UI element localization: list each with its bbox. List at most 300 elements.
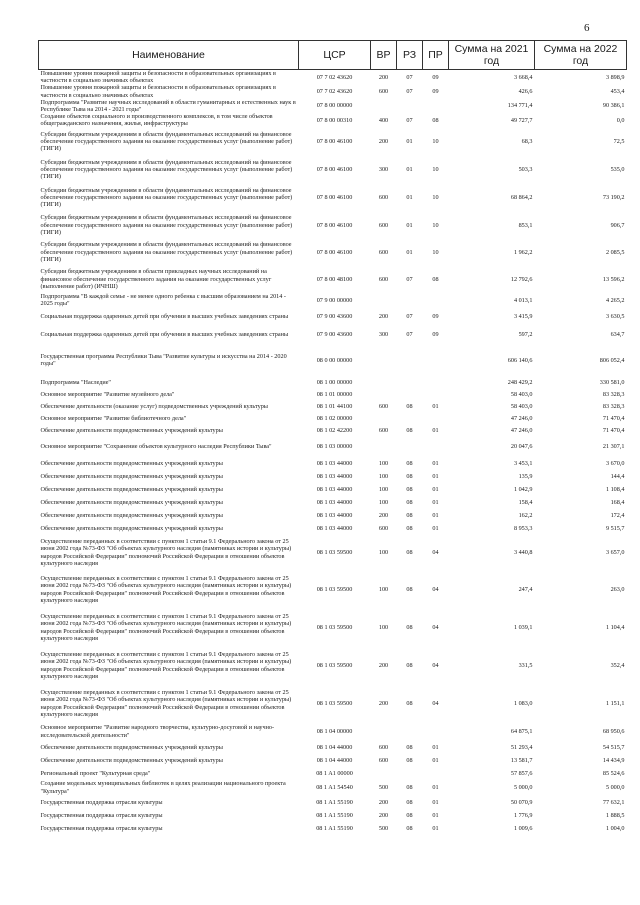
row-code: 07 8 00 00000	[316, 102, 353, 110]
row-rz: 07	[406, 73, 413, 81]
row-code: 07 8 00 46100	[316, 194, 353, 202]
row-name: Обеспечение деятельности подведомственных учреждений культуры	[40, 427, 223, 435]
table-row	[39, 483, 627, 496]
header-rz: РЗ	[397, 41, 423, 70]
row-pr	[423, 99, 449, 113]
row-rz: 08	[406, 784, 413, 792]
row-code: 07 7 02 43620	[316, 88, 353, 95]
table-row	[39, 425, 627, 437]
row-sum-2021: 1 042,9	[513, 485, 533, 493]
table-row	[39, 647, 627, 685]
row-name: Осуществление переданных в соответствии с пунктом 1 статьи 9.1 Федерального закона от 25 июня 2002 года №73-ФЗ "Об объектах культурного наследия (памятниках истории и культуры) народов Российской Федерации" полномочий Российской Федерации в отношении объектов культурного наследия	[40, 538, 292, 567]
row-vr: 100	[378, 459, 389, 467]
row-sum-2021: 1 083,0	[513, 700, 533, 708]
row-rz: 08	[406, 472, 413, 480]
row-rz: 08	[406, 811, 413, 819]
row-pr: 01	[432, 403, 439, 411]
row-vr: 200	[378, 511, 389, 519]
row-vr: 100	[378, 624, 389, 632]
row-sum-2022: 2 085,5	[605, 248, 625, 256]
row-name: Подпрограмма "Развитие научных исследований в области гуманитарных и естественных наук в Республике Тыва на 2014 - 2021 годы"	[40, 98, 296, 114]
table-row	[39, 809, 627, 822]
row-name: Подпрограмма "В каждой семье - не менее одного ребенка с высшим образованием на 2014 - 2025 годы"	[40, 292, 286, 308]
table-row	[39, 389, 627, 401]
row-sum-2022: 263,0	[610, 586, 625, 594]
row-code: 08 0 00 00000	[316, 356, 353, 364]
row-name: Обеспечение деятельности подведомственных учреждений культуры	[40, 756, 223, 764]
row-vr: 600	[378, 403, 389, 411]
row-sum-2021: 1 039,1	[513, 624, 533, 632]
row-name: Социальная поддержка одаренных детей при обучении в высших учебных заведениях страны	[40, 313, 289, 321]
row-vr: 200	[378, 73, 389, 81]
row-pr: 01	[432, 784, 439, 792]
row-rz: 07	[406, 313, 413, 321]
row-sum-2021: 158,4	[518, 498, 533, 506]
row-code: 08 1 03 44000	[316, 485, 353, 493]
row-sum-2022: 144,4	[610, 472, 625, 480]
row-code: 08 1 A1 55190	[316, 811, 353, 819]
row-name: Обеспечение деятельности подведомственных учреждений культуры	[40, 485, 223, 493]
row-sum-2021: 426,6	[518, 88, 533, 95]
table-row	[39, 571, 627, 609]
row-sum-2022: 906,7	[610, 221, 625, 229]
row-sum-2021: 1 776,9	[513, 811, 533, 819]
row-pr: 01	[432, 756, 439, 764]
row-rz: 08	[406, 798, 413, 806]
row-sum-2021: 57 857,6	[510, 769, 533, 777]
row-rz: 08	[406, 427, 413, 435]
row-rz: 01	[406, 221, 413, 229]
row-sum-2021: 853,1	[518, 221, 533, 229]
row-code: 08 1 03 44000	[316, 511, 353, 519]
row-sum-2022: 634,7	[610, 331, 625, 339]
page-number: 6	[584, 22, 590, 34]
row-sum-2021: 135,9	[518, 472, 533, 480]
row-vr: 200	[378, 662, 389, 670]
row-sum-2022: 806 052,4	[599, 356, 625, 364]
row-code: 08 1 03 44000	[316, 459, 353, 467]
row-sum-2022: 71 470,4	[602, 415, 625, 423]
row-sum-2021: 331,5	[518, 662, 533, 670]
header-pr: ПР	[423, 41, 449, 70]
row-code: 08 1 03 44000	[316, 498, 353, 506]
row-rz: 07	[406, 275, 413, 283]
row-pr: 01	[432, 811, 439, 819]
row-rz: 08	[406, 485, 413, 493]
row-name: Основное мероприятие "Развитие библиотечного дела"	[40, 415, 187, 423]
row-pr: 10	[432, 138, 439, 146]
row-vr: 100	[378, 472, 389, 480]
row-sum-2021: 58 403,0	[510, 391, 533, 399]
row-vr	[371, 723, 397, 741]
row-sum-2022: 13 596,2	[602, 275, 625, 283]
row-name: Обеспечение деятельности подведомственных учреждений культуры	[40, 524, 223, 532]
row-code: 08 1 03 44000	[316, 472, 353, 480]
row-rz: 07	[406, 331, 413, 339]
table-row	[39, 308, 627, 326]
row-code: 08 1 03 59500	[316, 549, 353, 557]
table-row	[39, 266, 627, 293]
row-pr	[423, 389, 449, 401]
row-code: 08 1 03 59500	[316, 586, 353, 594]
row-sum-2022: 54 515,7	[602, 743, 625, 751]
header-year-2022: Сумма на 2022 год	[535, 41, 627, 70]
row-rz: 08	[406, 662, 413, 670]
row-pr: 10	[432, 221, 439, 229]
row-name: Субсидии бюджетным учреждениям в области фундаментальных исследований на финансовое обеспечение государственного задания на оказание государственных услуг (выполнение работ) (ТИГИ)	[40, 214, 293, 236]
table-row	[39, 535, 627, 571]
row-sum-2022: 1 108,4	[605, 485, 625, 493]
row-sum-2022: 330 581,0	[599, 379, 625, 387]
row-name: Осуществление переданных в соответствии с пунктом 1 статьи 9.1 Федерального закона от 25 июня 2002 года №73-ФЗ "Об объектах культурного наследия (памятниках истории и культуры) народов Российской Федерации" полномочий Российской Федерации в отношении объектов культурного наследия	[40, 575, 292, 604]
row-name: Осуществление переданных в соответствии с пунктом 1 статьи 9.1 Федерального закона от 25 июня 2002 года №73-ФЗ "Об объектах культурного наследия (памятниках истории и культуры) народов Российской Федерации" полномочий Российской Федерации в отношении объектов культурного наследия	[40, 651, 292, 680]
row-name: Обеспечение деятельности (оказание услуг) подведомственных учреждений культуры	[40, 403, 268, 411]
row-name: Основное мероприятие "Развитие народного творчества, культурно-досуговой и научно-исследовательской деятельности"	[40, 724, 275, 739]
row-rz	[397, 293, 423, 308]
row-pr	[423, 413, 449, 425]
row-rz: 08	[406, 524, 413, 532]
row-vr	[371, 437, 397, 457]
row-code: 08 1 03 59500	[316, 700, 353, 708]
row-sum-2022: 72,5	[613, 138, 625, 146]
row-sum-2022: 352,4	[610, 662, 625, 670]
header-vr: ВР	[371, 41, 397, 70]
row-sum-2022: 1 004,0	[605, 824, 625, 832]
row-vr: 200	[378, 700, 389, 708]
row-code: 07 9 00 43600	[316, 331, 353, 339]
table-row	[39, 685, 627, 723]
row-name: Осуществление переданных в соответствии с пунктом 1 статьи 9.1 Федерального закона от 25 июня 2002 года №73-ФЗ "Об объектах культурного наследия (памятниках истории и культуры) народов Российской Федерации" полномочий Российской Федерации в отношении объектов культурного наследия	[40, 689, 292, 718]
row-pr: 09	[432, 88, 439, 95]
table-row	[39, 401, 627, 413]
row-rz: 08	[406, 498, 413, 506]
row-sum-2021: 47 246,0	[510, 415, 533, 423]
table-row	[39, 113, 627, 127]
row-code: 08 1 03 59500	[316, 624, 353, 632]
table-row	[39, 496, 627, 509]
row-pr	[423, 767, 449, 780]
row-sum-2021: 51 293,4	[510, 743, 533, 751]
row-name: Региональный проект "Культурная среда"	[40, 769, 151, 777]
table-row	[39, 780, 627, 796]
row-code: 07 8 00 46100	[316, 221, 353, 229]
row-rz	[397, 767, 423, 780]
row-sum-2022: 21 307,1	[602, 443, 625, 451]
row-code: 08 1 A1 00000	[316, 769, 353, 777]
row-name: Субсидии бюджетным учреждениям в области фундаментальных исследований на финансовое обеспечение государственного задания на оказание государственных услуг (выполнение работ) (ТИГИ)	[40, 158, 293, 181]
row-vr: 600	[378, 524, 389, 532]
row-vr: 600	[378, 194, 389, 202]
row-name: Обеспечение деятельности подведомственных учреждений культуры	[40, 743, 223, 751]
row-code: 08 1 04 44000	[316, 743, 353, 751]
row-sum-2022: 0,0	[616, 116, 625, 124]
row-sum-2022: 453,4	[610, 88, 625, 95]
table-row	[39, 470, 627, 483]
row-name: Создание объектов социального и производственного комплексов, в том числе объектов общегражданского назначения, жилья, инфраструктуры	[40, 113, 273, 128]
table-row	[39, 156, 627, 184]
row-vr	[371, 377, 397, 389]
row-name: Повышение уровня пожарной защиты и безопасности в образовательных организациях в частности в социально значимых объектах	[40, 70, 276, 85]
row-vr: 200	[378, 811, 389, 819]
table-row	[39, 822, 627, 835]
row-rz: 08	[406, 403, 413, 411]
row-sum-2021: 64 875,1	[510, 728, 533, 736]
row-code: 07 7 02 43620	[316, 73, 353, 81]
row-name: Обеспечение деятельности подведомственных учреждений культуры	[40, 472, 223, 480]
row-sum-2022: 168,4	[610, 498, 625, 506]
row-name: Субсидии бюджетным учреждениям в области фундаментальных исследований на финансовое обеспечение государственного задания на оказание государственных услуг (выполнение работ) (ТИГИ)	[40, 241, 293, 263]
row-vr: 500	[378, 784, 389, 792]
table-row	[39, 184, 627, 212]
row-sum-2021: 13 581,7	[510, 756, 533, 764]
table-row	[39, 293, 627, 308]
row-rz: 08	[406, 511, 413, 519]
row-sum-2021: 47 246,0	[510, 427, 533, 435]
row-vr: 100	[378, 498, 389, 506]
row-sum-2022: 3 898,9	[605, 73, 625, 81]
header-code: ЦСР	[299, 41, 371, 70]
row-sum-2021: 162,2	[518, 511, 533, 519]
row-sum-2021: 597,2	[518, 331, 533, 339]
row-pr: 04	[432, 624, 439, 632]
row-vr: 600	[378, 756, 389, 764]
budget-table	[38, 40, 627, 835]
row-sum-2022: 4 265,2	[605, 296, 625, 304]
row-vr: 100	[378, 549, 389, 557]
row-sum-2022: 68 950,6	[602, 728, 625, 736]
row-code: 08 1 00 00000	[316, 379, 353, 387]
row-pr: 04	[432, 549, 439, 557]
row-sum-2021: 8 953,3	[513, 524, 533, 532]
row-rz: 08	[406, 824, 413, 832]
table-row	[39, 239, 627, 266]
row-rz: 01	[406, 138, 413, 146]
row-sum-2022: 83 328,3	[602, 391, 625, 399]
row-pr: 01	[432, 485, 439, 493]
row-vr: 600	[378, 248, 389, 256]
table-row	[39, 437, 627, 457]
table-row	[39, 70, 627, 85]
row-pr	[423, 437, 449, 457]
row-vr: 300	[378, 166, 389, 174]
row-code: 07 9 00 43600	[316, 313, 353, 321]
row-rz: 08	[406, 624, 413, 632]
row-code: 08 1 A1 55190	[316, 798, 353, 806]
row-pr: 01	[432, 798, 439, 806]
row-sum-2022: 5 000,0	[605, 784, 625, 792]
row-vr: 100	[378, 586, 389, 594]
row-rz	[397, 723, 423, 741]
row-pr: 08	[432, 116, 439, 124]
header-year-2021: Сумма на 2021 год	[449, 41, 535, 70]
row-name: Субсидии бюджетным учреждениям в области прикладных научных исследований на финансовое обеспечение государственного задания на оказание государственных услуг (выполнение работ) (ИЧНШ)	[40, 268, 272, 290]
row-vr: 200	[378, 138, 389, 146]
row-rz: 01	[406, 194, 413, 202]
row-pr: 01	[432, 472, 439, 480]
row-code: 07 8 00 00310	[316, 116, 353, 124]
row-rz	[397, 377, 423, 389]
row-vr	[371, 413, 397, 425]
row-name: Осуществление переданных в соответствии с пунктом 1 статьи 9.1 Федерального закона от 25 июня 2002 года №73-ФЗ "Об объектах культурного наследия (памятниках истории и культуры) народов Российской Федерации" полномочий Российской Федерации в отношении объектов культурного наследия	[40, 613, 292, 642]
table-row	[39, 326, 627, 344]
table-row	[39, 509, 627, 522]
row-pr: 09	[432, 73, 439, 81]
row-code: 08 1 04 44000	[316, 756, 353, 764]
row-rz: 08	[406, 586, 413, 594]
header-name: Наименование	[39, 41, 299, 70]
row-pr: 04	[432, 586, 439, 594]
row-sum-2022: 83 328,3	[602, 403, 625, 411]
row-sum-2021: 5 000,0	[513, 784, 533, 792]
row-sum-2022: 3 657,0	[605, 549, 625, 557]
row-name: Государственная программа Республики Тыва "Развитие культуры и искусства на 2014 - 2020 годы"	[40, 352, 287, 368]
row-rz	[397, 99, 423, 113]
table-row	[39, 609, 627, 647]
row-sum-2022: 14 434,9	[602, 756, 625, 764]
row-rz: 08	[406, 756, 413, 764]
row-sum-2021: 1 009,6	[513, 824, 533, 832]
row-vr	[371, 344, 397, 377]
row-sum-2022: 77 632,1	[602, 798, 625, 806]
row-rz: 08	[406, 700, 413, 708]
row-pr: 01	[432, 824, 439, 832]
row-sum-2021: 3 668,4	[513, 73, 533, 81]
row-sum-2021: 4 013,1	[513, 296, 533, 304]
row-code: 08 1 A1 54540	[316, 784, 353, 792]
row-vr	[371, 99, 397, 113]
row-sum-2021: 50 070,9	[510, 798, 533, 806]
row-vr: 400	[378, 116, 389, 124]
table-row	[39, 377, 627, 389]
row-code: 08 1 03 44000	[316, 524, 353, 532]
row-name: Создание модельных муниципальных библиотек в целях реализации национального проекта "Культура"	[40, 780, 286, 795]
row-name: Основное мероприятие "Сохранение объектов культурного наследия Республики Тыва"	[40, 443, 272, 451]
table-row	[39, 723, 627, 741]
table-row	[39, 767, 627, 780]
table-row	[39, 413, 627, 425]
row-pr: 01	[432, 743, 439, 751]
row-vr: 500	[378, 824, 389, 832]
row-pr: 01	[432, 511, 439, 519]
row-sum-2021: 12 792,6	[510, 275, 533, 283]
row-rz: 01	[406, 166, 413, 174]
row-rz: 01	[406, 248, 413, 256]
row-vr	[371, 767, 397, 780]
table-row	[39, 84, 627, 98]
row-sum-2022: 172,4	[610, 511, 625, 519]
row-pr: 04	[432, 662, 439, 670]
row-pr: 10	[432, 248, 439, 256]
row-code: 08 1 03 59500	[316, 662, 353, 670]
row-sum-2022: 535,0	[610, 166, 625, 174]
row-name: Государственная поддержка отрасли культуры	[40, 824, 163, 832]
row-sum-2021: 503,3	[518, 166, 533, 174]
row-code: 08 1 01 00000	[316, 391, 353, 399]
row-rz: 08	[406, 459, 413, 467]
row-sum-2021: 49 727,7	[510, 116, 533, 124]
row-sum-2021: 68 864,2	[510, 194, 533, 202]
row-sum-2022: 90 386,1	[602, 102, 625, 110]
row-vr: 600	[378, 275, 389, 283]
row-name: Субсидии бюджетным учреждениям в области фундаментальных исследований на финансовое обеспечение государственного задания на оказание государственных услуг (выполнение работ) (ТИГИ)	[40, 130, 293, 153]
row-vr: 600	[378, 743, 389, 751]
row-name: Государственная поддержка отрасли культуры	[40, 811, 163, 819]
row-pr	[423, 344, 449, 377]
table-row	[39, 522, 627, 535]
table-row	[39, 344, 627, 377]
table-row	[39, 741, 627, 754]
row-sum-2021: 247,4	[518, 586, 533, 594]
row-sum-2021: 3 415,9	[513, 313, 533, 321]
row-vr: 200	[378, 313, 389, 321]
row-rz	[397, 344, 423, 377]
row-sum-2022: 3 630,5	[605, 313, 625, 321]
table-row	[39, 128, 627, 156]
row-vr: 100	[378, 485, 389, 493]
row-code: 07 8 00 46100	[316, 138, 353, 146]
row-vr: 600	[378, 427, 389, 435]
row-code: 08 1 01 44100	[316, 403, 353, 411]
table-row	[39, 99, 627, 113]
row-sum-2021: 20 047,6	[510, 443, 533, 451]
row-name: Обеспечение деятельности подведомственных учреждений культуры	[40, 459, 223, 467]
row-sum-2021: 1 962,2	[513, 248, 533, 256]
table-row	[39, 457, 627, 470]
table-row	[39, 754, 627, 767]
row-rz: 07	[406, 88, 413, 95]
row-code: 07 9 00 00000	[316, 296, 353, 304]
row-sum-2022: 1 151,1	[605, 700, 625, 708]
row-sum-2022: 1 104,4	[605, 624, 625, 632]
row-code: 08 1 A1 55190	[316, 824, 353, 832]
table-header-row	[39, 41, 627, 70]
row-name: Основное мероприятие "Развитие музейного дела"	[40, 391, 175, 399]
row-vr	[371, 389, 397, 401]
row-rz: 08	[406, 549, 413, 557]
row-sum-2021: 134 771,4	[507, 102, 533, 110]
row-pr: 09	[432, 331, 439, 339]
row-pr	[423, 293, 449, 308]
row-code: 08 1 02 42200	[316, 427, 353, 435]
row-vr	[371, 293, 397, 308]
row-sum-2022: 71 470,4	[602, 427, 625, 435]
row-code: 08 1 03 00000	[316, 443, 353, 451]
row-pr: 10	[432, 166, 439, 174]
row-name: Государственная поддержка отрасли культуры	[40, 798, 163, 806]
row-name: Обеспечение деятельности подведомственных учреждений культуры	[40, 498, 223, 506]
row-sum-2021: 3 453,1	[513, 459, 533, 467]
row-name: Подпрограмма "Наследие"	[40, 379, 111, 387]
row-name: Субсидии бюджетным учреждениям в области фундаментальных исследований на финансовое обеспечение государственного задания на оказание государственных услуг (выполнение работ) (ТИГИ)	[40, 186, 293, 209]
row-pr: 09	[432, 313, 439, 321]
row-code: 07 8 00 48100	[316, 275, 353, 283]
row-sum-2022: 73 190,2	[602, 194, 625, 202]
row-code: 08 1 04 00000	[316, 728, 353, 736]
row-vr: 300	[378, 331, 389, 339]
row-vr: 600	[378, 88, 389, 95]
row-sum-2022: 9 515,7	[605, 524, 625, 532]
row-sum-2021: 248 429,2	[507, 379, 533, 387]
row-name: Социальная поддержка одаренных детей при обучении в высших учебных заведениях страны	[40, 331, 289, 339]
row-sum-2022: 1 888,5	[605, 811, 625, 819]
row-pr: 04	[432, 700, 439, 708]
row-pr	[423, 377, 449, 389]
row-sum-2021: 606 140,6	[507, 356, 533, 364]
row-sum-2021: 58 403,0	[510, 403, 533, 411]
row-sum-2022: 3 670,0	[605, 459, 625, 467]
row-rz: 07	[406, 116, 413, 124]
row-vr: 200	[378, 798, 389, 806]
